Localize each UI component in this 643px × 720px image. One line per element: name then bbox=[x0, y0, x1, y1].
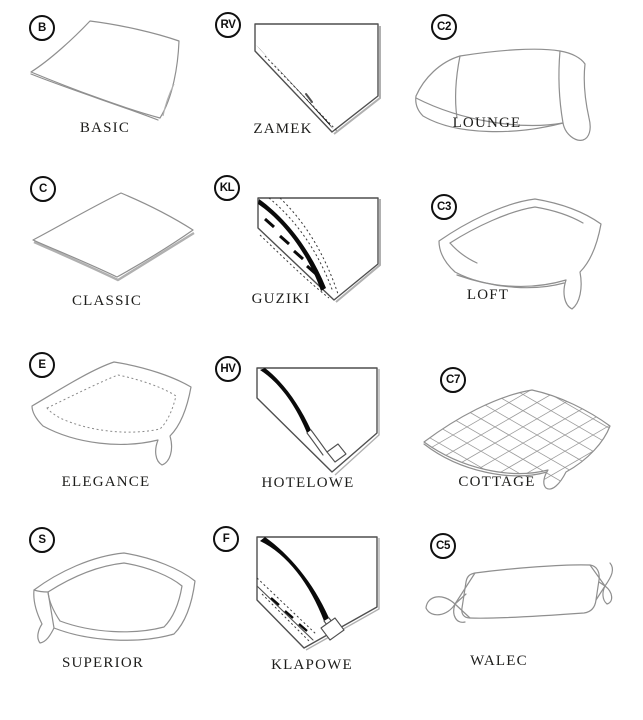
code-text: C5 bbox=[436, 540, 450, 552]
code-text: E bbox=[38, 359, 46, 371]
zamek-zipper-illustration bbox=[252, 20, 382, 134]
hotelowe-flap-illustration bbox=[255, 364, 381, 476]
superior-pillow-illustration bbox=[28, 546, 200, 650]
item-label: KLAPOWE bbox=[271, 657, 353, 673]
code-text: C2 bbox=[437, 21, 451, 33]
item-label: BASIC bbox=[79, 120, 131, 136]
code-text: B bbox=[38, 22, 46, 34]
item-label: WALEC bbox=[470, 653, 528, 669]
code-text: RV bbox=[220, 19, 236, 31]
item-label: LOUNGE bbox=[452, 115, 522, 131]
item-label: SUPERIOR bbox=[61, 655, 145, 671]
item-label: LOFT bbox=[466, 287, 510, 303]
walec-bolster-illustration bbox=[422, 556, 618, 632]
code-badge-lounge bbox=[431, 14, 457, 40]
elegance-pillow-illustration bbox=[28, 354, 200, 468]
code-text: F bbox=[222, 533, 230, 545]
code-badge-klapowe bbox=[213, 526, 239, 552]
item-label: ZAMEK bbox=[253, 121, 313, 137]
code-text: HV bbox=[220, 363, 236, 375]
code-badge-zamek bbox=[215, 12, 241, 38]
classic-pillow-illustration bbox=[28, 186, 198, 286]
item-label: COTTAGE bbox=[458, 474, 536, 490]
guziki-button-illustration bbox=[255, 195, 381, 303]
code-text: C3 bbox=[437, 201, 451, 213]
item-label: CLASSIC bbox=[71, 293, 143, 309]
code-badge-hotelowe bbox=[215, 356, 241, 382]
code-badge-guziki bbox=[214, 175, 240, 201]
code-text: C bbox=[39, 183, 47, 195]
item-label: GUZIKI bbox=[251, 291, 311, 307]
item-label: ELEGANCE bbox=[61, 474, 151, 490]
code-text: KL bbox=[219, 182, 235, 194]
basic-pillow-illustration bbox=[26, 14, 188, 124]
code-text: S bbox=[38, 534, 46, 546]
code-text: C7 bbox=[446, 374, 460, 386]
item-label: HOTELOWE bbox=[261, 475, 355, 491]
klapowe-flap-illustration bbox=[255, 534, 381, 650]
